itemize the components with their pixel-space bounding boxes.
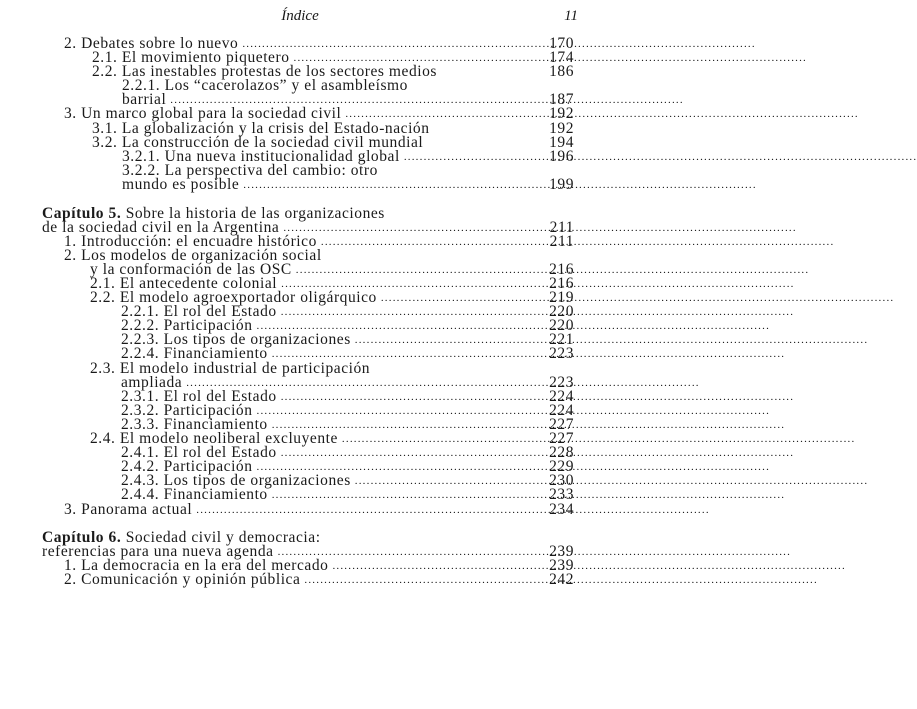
toc-page-number: 224	[549, 401, 574, 419]
toc-entry-title	[64, 500, 193, 518]
leader-dots	[325, 531, 524, 545]
leader-dots	[404, 147, 917, 165]
toc-entry-text: 2.4.4. Financiamiento	[121, 486, 268, 504]
toc-entry-text: 2. Los modelos de organización social	[64, 246, 322, 264]
toc-entry	[0, 401, 600, 419]
toc-entry-text: 2.2.4. Financiamiento	[121, 345, 268, 363]
toc-entry	[0, 79, 600, 93]
leader-dots	[342, 432, 856, 446]
toc-page-number: 223	[549, 373, 574, 391]
toc-page-number: 239	[549, 557, 574, 575]
toc-entry-text: 2.1. El antecedente colonial	[90, 275, 278, 292]
toc-page-number: 186	[549, 63, 574, 81]
toc-entry-label-area	[0, 446, 607, 460]
toc-entry	[0, 37, 600, 51]
toc-entry-text: 3.1. La globalización y la crisis del Estado-nación	[92, 119, 430, 137]
toc-entry-text: 2.3. El modelo industrial de participación	[90, 359, 371, 377]
toc-entry-text: 2.3.3. Financiamiento	[121, 415, 268, 433]
toc-entry-text: 2. Comunicación y opinión pública	[64, 571, 301, 589]
toc-page-number: 174	[549, 49, 574, 67]
toc-page-number: 224	[549, 387, 574, 405]
toc-page-number: 192	[549, 119, 574, 137]
toc-page-number: 194	[549, 133, 574, 151]
toc-entry-text: 2.2. Las inestables protestas de los sectores medios	[92, 63, 437, 81]
toc-page-number: 242	[549, 571, 574, 589]
toc-entry-text: 2.1. El movimiento piquetero	[92, 49, 290, 67]
toc-entry-label-area	[0, 373, 607, 391]
toc-entry-text: 2.4.3. Los tipos de organizaciones	[121, 472, 351, 490]
page-number: 11	[564, 8, 578, 24]
leader-dots	[196, 500, 710, 518]
toc-entry-text: 2.3.1. El rol del Estado	[121, 387, 277, 405]
toc-entry-text: ampliada	[121, 373, 183, 391]
toc-entry-text: 2. Debates sobre lo nuevo	[64, 35, 239, 52]
toc-entry-text: 2.3.2. Participación	[121, 401, 253, 419]
toc-entry	[0, 291, 600, 305]
toc-entry-label-area	[0, 474, 607, 488]
leader-dots	[242, 37, 756, 51]
toc-page-number: 192	[549, 105, 574, 123]
toc-entry	[0, 305, 600, 319]
toc-entry	[0, 446, 600, 460]
toc-entry-text: referencias para una nueva agenda	[42, 543, 274, 561]
toc-entry-text: 2.4.2. Participación	[121, 458, 253, 476]
toc-page-number: 229	[549, 458, 574, 476]
toc-entry-label-area	[0, 175, 608, 193]
toc-page-number: 211	[549, 218, 574, 236]
toc-page-number: 227	[549, 415, 574, 433]
toc-page-number: 199	[549, 175, 574, 193]
toc-entry-text: 2.4.1. El rol del Estado	[121, 444, 277, 462]
toc-entry-text: 3. Panorama actual	[64, 500, 193, 518]
toc-page-number: 170	[549, 35, 574, 52]
toc-entry	[0, 373, 600, 391]
chapter-label: Capítulo 5.	[42, 204, 122, 222]
toc-entry	[0, 474, 600, 488]
toc-entry-label-area	[0, 291, 576, 305]
leader-dots	[355, 333, 869, 347]
toc-entry-text: 2.2.1. El rol del Estado	[121, 303, 277, 321]
toc-entry-label-area	[0, 79, 600, 93]
toc-entry	[0, 432, 600, 446]
leader-dots	[272, 488, 786, 502]
toc-page-number: 223	[549, 345, 574, 363]
toc-entry-text: 3.2. La construcción de la sociedad civil mundial	[92, 133, 424, 151]
toc-entry-label-area	[0, 161, 600, 179]
leader-dots	[389, 207, 524, 221]
toc-page-number: 216	[549, 275, 574, 292]
toc-page-number: 211	[549, 232, 574, 250]
toc-entry	[0, 500, 600, 518]
leader-dots	[321, 232, 835, 250]
toc-entry-text: 3.2.2. La perspectiva del cambio: otro	[122, 161, 378, 179]
toc-entry	[0, 359, 600, 377]
toc-entry	[0, 161, 600, 179]
toc-page-number: 228	[549, 444, 574, 462]
toc-entry	[0, 387, 600, 405]
toc-entry-label-area	[0, 387, 607, 405]
toc-entry-text: 1. La democracia en la era del mercado	[64, 557, 329, 575]
toc-entry-label-area	[0, 359, 576, 377]
toc-entry-label-area	[0, 573, 550, 587]
leader-dots	[243, 175, 757, 193]
toc-entry	[0, 175, 600, 193]
toc-entry-text: 2.2.1. Los “cacerolazos” y el asambleísmo	[122, 77, 408, 95]
toc-page-number: 219	[549, 289, 574, 307]
toc-entry-label-area	[0, 401, 607, 419]
toc-entry-label-area	[0, 500, 550, 518]
chapter-label: Capítulo 6.	[42, 529, 122, 547]
toc-entry-label-area	[0, 333, 607, 347]
toc-page-number: 221	[549, 331, 574, 349]
toc-page-number: 187	[549, 91, 574, 109]
toc-page-number: 230	[549, 472, 574, 490]
leader-dots	[374, 362, 572, 376]
toc-entry-text: 2.2. El modelo agroexportador oligárquico	[90, 289, 377, 307]
leader-dots	[257, 401, 771, 419]
toc-entry-text: y la conformación de las OSC	[90, 260, 292, 278]
toc-entry-title	[122, 175, 240, 193]
toc-entry	[0, 573, 600, 587]
toc-page-number: 233	[549, 486, 574, 504]
toc-entry	[0, 333, 600, 347]
toc-entry-label-area	[0, 305, 607, 319]
toc-page-number: 234	[549, 500, 574, 518]
toc-entry-text: 2.4. El modelo neoliberal excluyente	[90, 430, 338, 448]
leader-dots	[332, 559, 846, 573]
toc-entry-text: barrial	[122, 91, 167, 109]
leader-dots	[272, 415, 786, 433]
toc-entry-text: mundo es posible	[122, 175, 240, 193]
leader-dots	[381, 291, 895, 305]
toc-page-number: 239	[549, 543, 574, 561]
toc-entry-title	[64, 573, 300, 587]
toc-entry-text: 3.2.1. Una nueva institucionalidad global	[122, 147, 400, 165]
leader-dots	[355, 474, 869, 488]
toc-entry-label-area	[0, 432, 576, 446]
toc-entry-label-area	[0, 260, 576, 278]
toc-entry-text: 2.2.3. Los tipos de organizaciones	[121, 331, 351, 349]
toc-page-number: 216	[549, 260, 574, 278]
table-of-contents	[0, 37, 600, 587]
toc-entry-text: Sociedad civil y democracia:	[121, 529, 321, 547]
toc-entry-text: 1. Introducción: el encuadre histórico	[64, 232, 317, 250]
toc-entry-text: 2.2.2. Participación	[121, 317, 253, 335]
running-header-title: Índice	[281, 8, 319, 24]
leader-dots	[326, 249, 546, 263]
toc-page-number: 220	[549, 317, 574, 335]
toc-entry-text: 3. Un marco global para la sociedad civil	[64, 105, 342, 123]
toc-entry-text: de la sociedad civil en la Argentina	[42, 218, 280, 236]
toc-entry-text: Sobre la historia de las organizaciones	[121, 204, 385, 222]
toc-page-number: 227	[549, 430, 574, 448]
toc-page-number: 196	[549, 147, 574, 165]
toc-page-number: 220	[549, 303, 574, 321]
